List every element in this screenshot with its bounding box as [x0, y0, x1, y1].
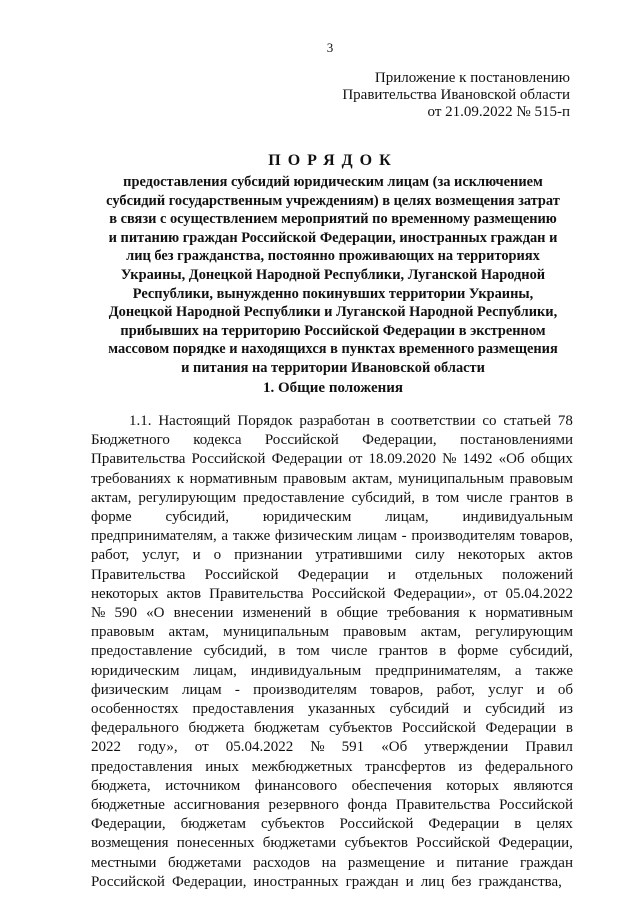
- body-line: [91, 450, 573, 469]
- body-word: Российской: [204, 566, 279, 583]
- body-word: целях: [536, 816, 573, 833]
- body-word: Российской: [191, 451, 266, 468]
- body-word: указанных: [308, 701, 376, 718]
- body-line: [91, 758, 573, 777]
- body-word: форме: [91, 509, 132, 526]
- body-word: 78: [557, 413, 573, 429]
- body-word: в: [514, 816, 522, 833]
- body-word: Правительства: [91, 451, 186, 468]
- body-line: [91, 566, 573, 585]
- body-line: [91, 508, 573, 527]
- body-word: лицам,: [193, 662, 237, 679]
- body-word: утратившими: [315, 547, 403, 564]
- body-word: предоставления: [192, 701, 294, 718]
- body-word: межбюджетных: [251, 758, 353, 775]
- body-word: особенностях: [91, 701, 179, 718]
- body-word: актам,: [91, 489, 132, 506]
- body-word: бюджетам: [180, 816, 247, 833]
- body-word: субсидий,: [203, 643, 268, 660]
- body-word: актов: [538, 547, 573, 564]
- body-word: индивидуальным: [462, 509, 573, 526]
- subtitle-line: Республики, вынужденно покинувших территории Украины,: [132, 285, 534, 302]
- body-word: со: [482, 413, 497, 429]
- body-word: Бюджетного: [91, 432, 170, 449]
- body-word: финансового: [254, 777, 338, 794]
- body-word: возмещения: [91, 835, 169, 852]
- body-word: от: [194, 739, 209, 756]
- body-word: Федерации: [297, 566, 369, 583]
- body-word: Федерации: [428, 816, 500, 833]
- body-word: том: [296, 643, 320, 660]
- body-word: регулирующим: [475, 624, 573, 641]
- body-word: 591: [341, 739, 365, 756]
- body-word: Российской: [416, 835, 491, 852]
- body-word: бюджетами: [262, 835, 337, 852]
- body-word: правовым: [509, 470, 573, 487]
- body-word: Порядок: [237, 413, 293, 429]
- body-word: физическим: [91, 681, 169, 698]
- page-number: 3: [326, 40, 334, 55]
- body-word: граждан: [520, 854, 573, 871]
- subtitle-line: предоставления субсидий юридическим лицам (за исключением: [123, 174, 543, 190]
- body-word: 18.09.2020: [368, 451, 436, 468]
- body-line: [91, 719, 573, 738]
- body-word: 590: [114, 605, 137, 622]
- body-word: субъектов: [328, 720, 393, 737]
- body-line: [91, 815, 573, 834]
- body-word: Российской: [339, 816, 414, 833]
- body-word: работ,: [436, 681, 475, 698]
- body-word: в: [422, 489, 430, 506]
- body-word: также: [535, 662, 573, 679]
- body-word: некоторых: [457, 547, 526, 564]
- subtitle-line: и питания на территории Ивановской области: [181, 359, 485, 376]
- body-word: от: [348, 451, 363, 468]
- body-word: питание: [456, 854, 509, 871]
- body-word: обеспечения: [351, 777, 432, 794]
- body-word: регулирующим: [138, 489, 237, 506]
- body-word: и: [192, 547, 201, 564]
- body-word: общие: [336, 605, 378, 622]
- body-word: Федерации,: [171, 873, 247, 890]
- appendix-line-2: Правительства Ивановской области: [342, 87, 570, 103]
- body-word: предпринимателям,: [91, 528, 217, 545]
- body-word: и: [536, 681, 545, 698]
- body-word: субъектов: [344, 835, 408, 852]
- body-word: предоставления: [91, 758, 193, 775]
- body-word: из: [559, 701, 573, 718]
- body-word: без: [451, 873, 472, 890]
- body-word: из: [458, 758, 473, 775]
- body-word: грантов: [378, 643, 428, 660]
- body-word: товаров,: [370, 681, 424, 698]
- body-word: разработан: [299, 413, 370, 429]
- body-line: [91, 585, 573, 604]
- body-word: индивидуальным: [250, 662, 362, 679]
- body-word: о: [213, 547, 222, 564]
- body-word: утверждении: [424, 739, 509, 756]
- body-word: услуг,: [142, 547, 180, 564]
- body-word: №: [91, 605, 106, 622]
- body-word: соответствии: [390, 413, 476, 429]
- body-word: являются: [513, 777, 573, 794]
- subtitle-line: Донецкой Народной Республики и Луганской Народной Республики,: [108, 304, 558, 321]
- body-word: числе: [330, 643, 368, 660]
- body-word: и: [463, 701, 472, 718]
- body-word: №: [310, 739, 325, 756]
- body-word: субсидий,: [165, 509, 230, 526]
- body-word: в: [376, 413, 384, 429]
- body-word: бюджетам: [253, 720, 320, 737]
- body-word: бюджета: [188, 720, 245, 737]
- body-word: Российской: [499, 797, 573, 814]
- body-word: Федерации,: [498, 835, 573, 852]
- body-word: субъектов: [261, 816, 325, 833]
- body-word: актов: [166, 585, 202, 602]
- body-word: Федерации: [485, 720, 557, 737]
- body-word: 05.04.2022: [225, 739, 294, 756]
- body-word: на: [321, 854, 337, 871]
- body-line: [91, 546, 573, 565]
- body-word: актам,: [420, 624, 462, 641]
- body-word: внесении: [173, 605, 234, 622]
- body-word: фонда: [347, 797, 388, 814]
- body-word: и: [405, 873, 414, 890]
- body-word: субсидий,: [509, 643, 573, 660]
- body-line: [91, 796, 573, 815]
- subtitle-line: субсидий государственным учреждениям) в целях возмещения затрат: [106, 192, 560, 209]
- body-word: 1492: [462, 451, 493, 468]
- body-word: постановлениями: [460, 432, 573, 449]
- body-word: иностранных: [253, 873, 339, 890]
- body-word: кодекса: [193, 432, 242, 449]
- body-word: к: [176, 470, 184, 487]
- body-word: №: [442, 451, 457, 468]
- body-word: Федерации,: [91, 816, 166, 833]
- appendix-line-3: от 21.09.2022 № 515-п: [427, 104, 570, 120]
- body-word: правовым: [91, 624, 155, 641]
- body-word: требованиях: [91, 470, 172, 487]
- body-line: [91, 834, 573, 853]
- body-word: -: [234, 681, 240, 698]
- subtitle-line: в связи с осуществлением мероприятий по временному размещению: [109, 211, 557, 228]
- body-word: «О: [146, 605, 165, 622]
- body-word: 05.04.2022: [505, 585, 573, 602]
- body-word: силу: [415, 547, 445, 564]
- body-word: услуг: [488, 681, 524, 698]
- body-word: субсидий,: [351, 489, 415, 506]
- body-word: Правил: [525, 739, 573, 756]
- body-word: положений: [502, 566, 573, 583]
- body-word: грантов: [509, 489, 559, 506]
- body-word: лицам,: [385, 509, 429, 526]
- body-word: «Об: [381, 739, 408, 756]
- subtitle-line: массовом порядке и находящихся в пунктах временного размещения: [108, 341, 558, 358]
- body-word: физическим: [274, 528, 353, 545]
- body-word: форме: [457, 643, 499, 660]
- body-word: Российской: [401, 720, 476, 737]
- document-subtitle: [85, 173, 581, 378]
- body-word: году»,: [138, 739, 178, 756]
- body-word: а: [221, 528, 229, 545]
- body-word: Правительства: [91, 566, 186, 583]
- body-word: и: [387, 566, 396, 583]
- body-line: [91, 854, 573, 873]
- body-word: 2022: [91, 739, 121, 756]
- body-word: иных: [205, 758, 239, 775]
- body-word: общих: [530, 451, 573, 468]
- body-word: лиц: [420, 873, 445, 890]
- body-line: [91, 873, 573, 892]
- body-word: производителям: [253, 681, 357, 698]
- body-line: [91, 623, 573, 642]
- body-line: [91, 604, 573, 623]
- body-word: юридическим: [262, 509, 352, 526]
- body-word: предоставление: [91, 643, 193, 660]
- subtitle-line: и питанию граждан Российской Федерации, иностранных граждан и: [108, 229, 558, 246]
- body-word: от: [483, 585, 498, 602]
- body-word: нормативным: [189, 470, 278, 487]
- body-word: субсидий: [389, 701, 450, 718]
- body-line: [91, 431, 573, 450]
- body-line: [91, 681, 573, 700]
- body-word: актам,: [352, 470, 393, 487]
- body-word: предоставление: [243, 489, 345, 506]
- body-word: гражданства,: [478, 873, 562, 890]
- body-line: [91, 738, 573, 757]
- body-word: том: [436, 489, 460, 506]
- body-line: [91, 777, 573, 796]
- body-word: признании: [234, 547, 303, 564]
- body-word: Российской: [91, 873, 165, 890]
- body-word: федерального: [485, 758, 573, 775]
- body-word: юридическим: [91, 662, 180, 679]
- body-word: требования: [387, 605, 460, 622]
- body-word: Федерации: [271, 451, 343, 468]
- body-word: в: [320, 605, 328, 622]
- body-word: которых: [446, 777, 499, 794]
- body-word: товаров,: [519, 528, 573, 545]
- body-word: ассигнования: [173, 797, 260, 814]
- body-word: в: [439, 643, 447, 660]
- body-word: субсидий: [485, 701, 545, 718]
- paragraph-1-1: [91, 412, 573, 892]
- body-word: в: [565, 720, 573, 737]
- body-word: граждан: [345, 873, 399, 890]
- body-word: расходов: [253, 854, 310, 871]
- document-title: ПОРЯДОК: [268, 152, 398, 169]
- body-word: лицам: [181, 681, 222, 698]
- body-word: отдельных: [415, 566, 483, 583]
- body-word: также: [232, 528, 271, 545]
- body-word: Федерации,: [362, 432, 437, 449]
- appendix-header: [342, 70, 570, 121]
- body-line: [91, 642, 573, 661]
- body-word: некоторых: [91, 585, 159, 602]
- body-word: изменений: [242, 605, 312, 622]
- body-word: Правительства: [395, 797, 491, 814]
- appendix-line-1: Приложение к постановлению: [374, 70, 570, 86]
- body-word: источником: [165, 777, 241, 794]
- body-word: 1.1.: [129, 413, 152, 429]
- body-word: федерального: [91, 720, 179, 737]
- subtitle-line: лиц без гражданства, постоянно проживающих на территориях: [126, 248, 540, 265]
- body-word: в: [565, 489, 573, 506]
- body-word: «Об: [498, 451, 525, 468]
- body-word: муниципальным: [398, 470, 504, 487]
- body-word: лицам: [357, 528, 397, 545]
- body-word: нормативным: [485, 605, 573, 622]
- body-word: Российской: [264, 432, 339, 449]
- body-word: об: [557, 681, 573, 698]
- body-line: [91, 662, 573, 681]
- body-word: -: [401, 528, 407, 545]
- body-word: к: [468, 605, 477, 622]
- body-word: и: [436, 854, 445, 871]
- subtitle-line: Украины, Донецкой Народной Республики, Луганской Народной: [120, 266, 546, 283]
- body-word: правовым: [283, 470, 347, 487]
- section-heading: 1. Общие положения: [262, 380, 404, 396]
- body-word: Настоящий: [158, 413, 231, 429]
- body-word: размещение: [347, 854, 425, 871]
- body-word: актам,: [168, 624, 209, 641]
- body-line: [91, 489, 573, 508]
- body-line: [91, 412, 573, 431]
- body-word: бюджетами: [168, 854, 242, 871]
- body-line: [91, 527, 573, 546]
- body-word: муниципальным: [223, 624, 329, 641]
- body-word: числе: [466, 489, 503, 506]
- body-word: местными: [91, 854, 157, 871]
- subtitle-line: прибывших на территорию Российской Федерации в экстренном: [120, 322, 546, 339]
- body-line: [91, 700, 573, 719]
- body-word: трансфертов: [365, 758, 446, 775]
- body-word: предпринимателям,: [375, 662, 501, 679]
- body-word: а: [514, 662, 522, 679]
- body-word: статьей: [503, 413, 552, 429]
- body-word: правовым: [343, 624, 407, 641]
- body-word: Правительства: [209, 585, 304, 602]
- body-word: бюджета,: [91, 777, 151, 794]
- body-word: Федерации»,: [393, 585, 476, 602]
- body-word: работ,: [91, 547, 130, 564]
- body-line: [91, 470, 573, 489]
- body-word: резервного: [268, 797, 339, 814]
- body-word: понесенных: [176, 835, 255, 852]
- body-word: Российской: [311, 585, 386, 602]
- body-word: производителям: [411, 528, 516, 545]
- body-word: бюджетные: [91, 797, 165, 814]
- body-word: в: [278, 643, 286, 660]
